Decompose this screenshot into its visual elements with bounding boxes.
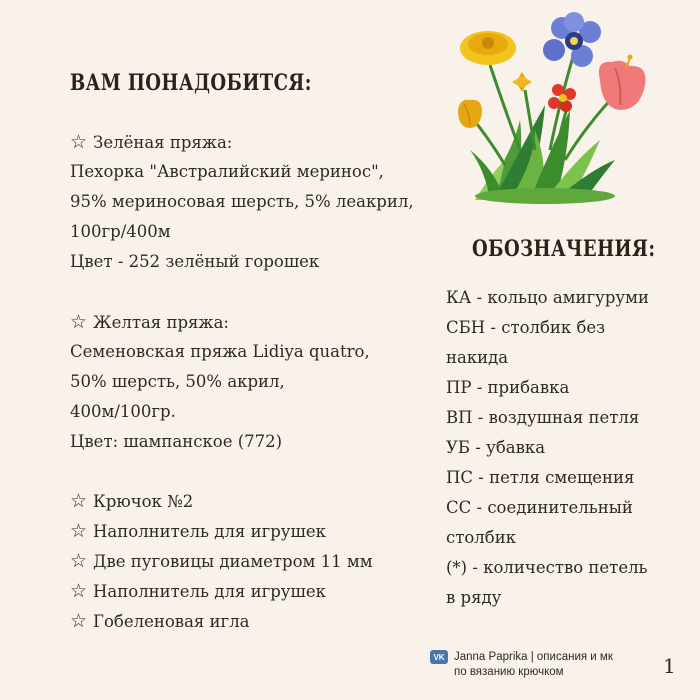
orange-flower-icon	[512, 72, 532, 92]
need-heading: ВАМ ПОНАДОБИТСЯ:	[70, 70, 312, 96]
legend-item: СБН - столбик без	[446, 318, 606, 337]
green-yarn-line: 100гр/400м	[70, 222, 171, 241]
legend-item: ВП - воздушная петля	[446, 408, 640, 427]
legend-item: столбик	[446, 528, 517, 547]
yellow-flower-icon	[460, 31, 516, 65]
legend-heading: ОБОЗНАЧЕНИЯ:	[472, 236, 656, 262]
legend-item: СС - соединительный	[446, 498, 633, 517]
footer-line: по вязанию крючком	[454, 666, 564, 678]
star-icon: ☆	[70, 520, 88, 542]
star-icon: ☆	[70, 131, 88, 153]
green-yarn-line: 95% мериносовая шерсть, 5% леакрил,	[70, 192, 414, 211]
page-number: 1	[663, 654, 676, 678]
star-icon: ☆	[70, 311, 88, 333]
legend-item: в ряду	[446, 588, 502, 607]
legend-item: КА - кольцо амигуруми	[446, 288, 649, 307]
tool-item: ☆ Две пуговицы диаметром 11 мм	[70, 550, 373, 572]
legend-item: УБ - убавка	[446, 438, 546, 457]
tool-item: ☆ Гобеленовая игла	[70, 610, 250, 632]
blue-flower-icon	[543, 12, 601, 67]
legend-item: ПР - прибавка	[446, 378, 570, 397]
footer-text	[454, 650, 613, 680]
legend-item: ПС - петля смещения	[446, 468, 635, 487]
green-yarn-line: Цвет - 252 зелёный горошек	[70, 252, 320, 271]
tool-item: ☆ Наполнитель для игрушек	[70, 580, 326, 602]
green-yarn-line: Пехорка "Австралийский меринос",	[70, 162, 384, 181]
yellow-yarn-line: Семеновская пряжа Lidiya quatro,	[70, 342, 370, 361]
yellow-yarn-line: Цвет: шампанское (772)	[70, 432, 283, 451]
vk-logo-icon[interactable]: VK	[430, 650, 448, 664]
flowers-illustration-icon	[450, 10, 655, 205]
star-icon: ☆	[70, 610, 88, 632]
star-icon: ☆	[70, 490, 88, 512]
green-yarn-title: ☆ Зелёная пряжа:	[70, 131, 233, 153]
yellow-yarn-title: ☆ Желтая пряжа:	[70, 311, 229, 333]
star-icon: ☆	[70, 550, 88, 572]
footer-line: Janna Paprika | описания и мк	[454, 651, 613, 663]
legend-item: накида	[446, 348, 509, 367]
pink-tulip-icon	[599, 55, 646, 111]
yellow-yarn-line: 400м/100гр.	[70, 402, 176, 421]
red-flower-icon	[548, 84, 576, 112]
tool-item: ☆ Крючок №2	[70, 490, 194, 512]
tool-item: ☆ Наполнитель для игрушек	[70, 520, 326, 542]
yellow-yarn-line: 50% шерсть, 50% акрил,	[70, 372, 285, 391]
footer-credit	[430, 650, 613, 680]
star-icon: ☆	[70, 580, 88, 602]
legend-item: (*) - количество петель	[446, 558, 648, 577]
